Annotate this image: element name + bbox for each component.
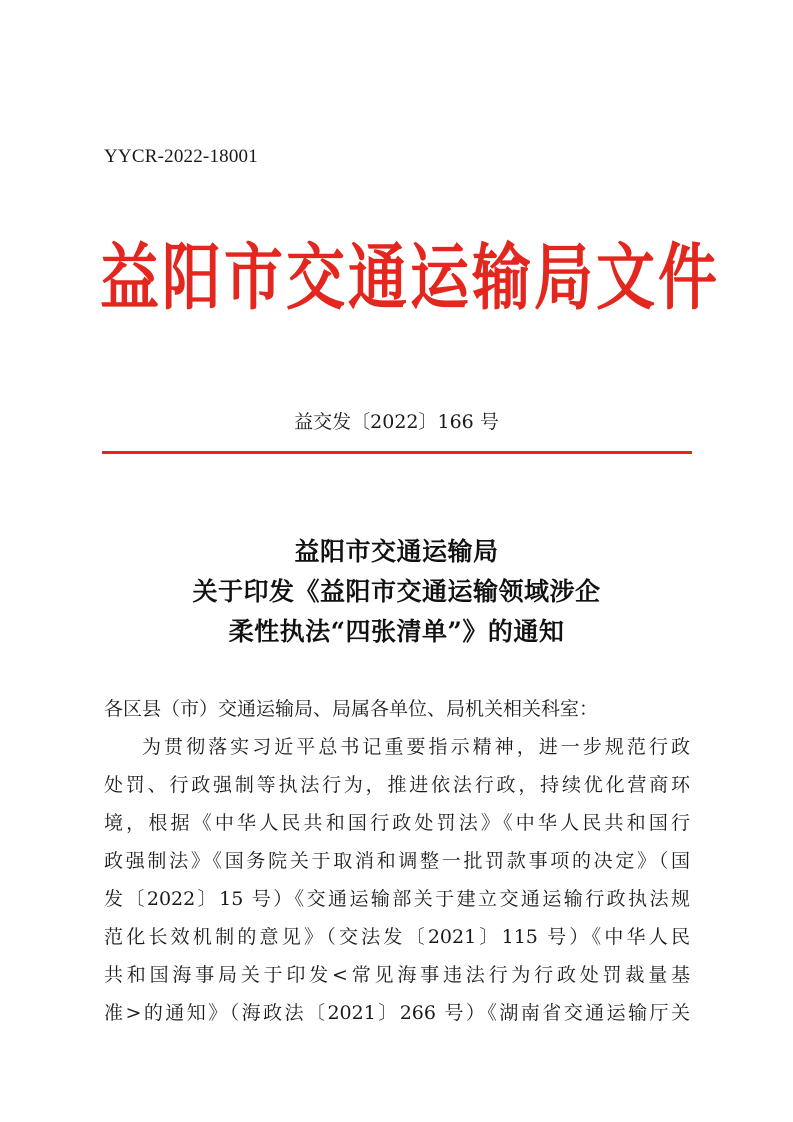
document-body (104, 690, 690, 1032)
body-line: 为贯彻落实习近平总书记重要指示精神，进一步规范行政 (142, 736, 690, 758)
red-separator-line (102, 451, 692, 454)
body-line: 准>的通知》（海政法〔2021〕266 号）《湖南省交通运输厅关 (104, 1002, 690, 1024)
notice-title (0, 532, 793, 652)
title-line: 柔性执法“四张清单”》的通知 (228, 617, 565, 646)
document-code: YYCR-2022-18001 (104, 146, 258, 167)
body-line: 境，根据《中华人民共和国行政处罚法》《中华人民共和国行 (104, 812, 690, 834)
body-line: 处罚、行政强制等执法行为，推进依法行政，持续优化营商环 (104, 774, 690, 796)
body-line: 政强制法》《国务院关于取消和调整一批罚款事项的决定》（国 (104, 850, 690, 872)
body-line: 共和国海事局关于印发<常见海事违法行为行政处罚裁量基 (104, 964, 690, 986)
document-number: 益交发〔2022〕166 号 (294, 411, 499, 433)
title-line: 关于印发《益阳市交通运输领域涉企 (192, 577, 601, 606)
body-paragraph (104, 728, 690, 1032)
salutation: 各区县（市）交通运输局、局属各单位、局机关相关科室： (104, 698, 599, 720)
body-line: 范化长效机制的意见》（交法发〔2021〕115 号）《中华人民 (104, 926, 690, 948)
masthead-title: 益阳市交通运输局文件 (100, 235, 721, 320)
title-line: 益阳市交通运输局 (294, 537, 499, 566)
body-line: 发〔2022〕15 号）《交通运输部关于建立交通运输行政执法规 (104, 888, 690, 910)
